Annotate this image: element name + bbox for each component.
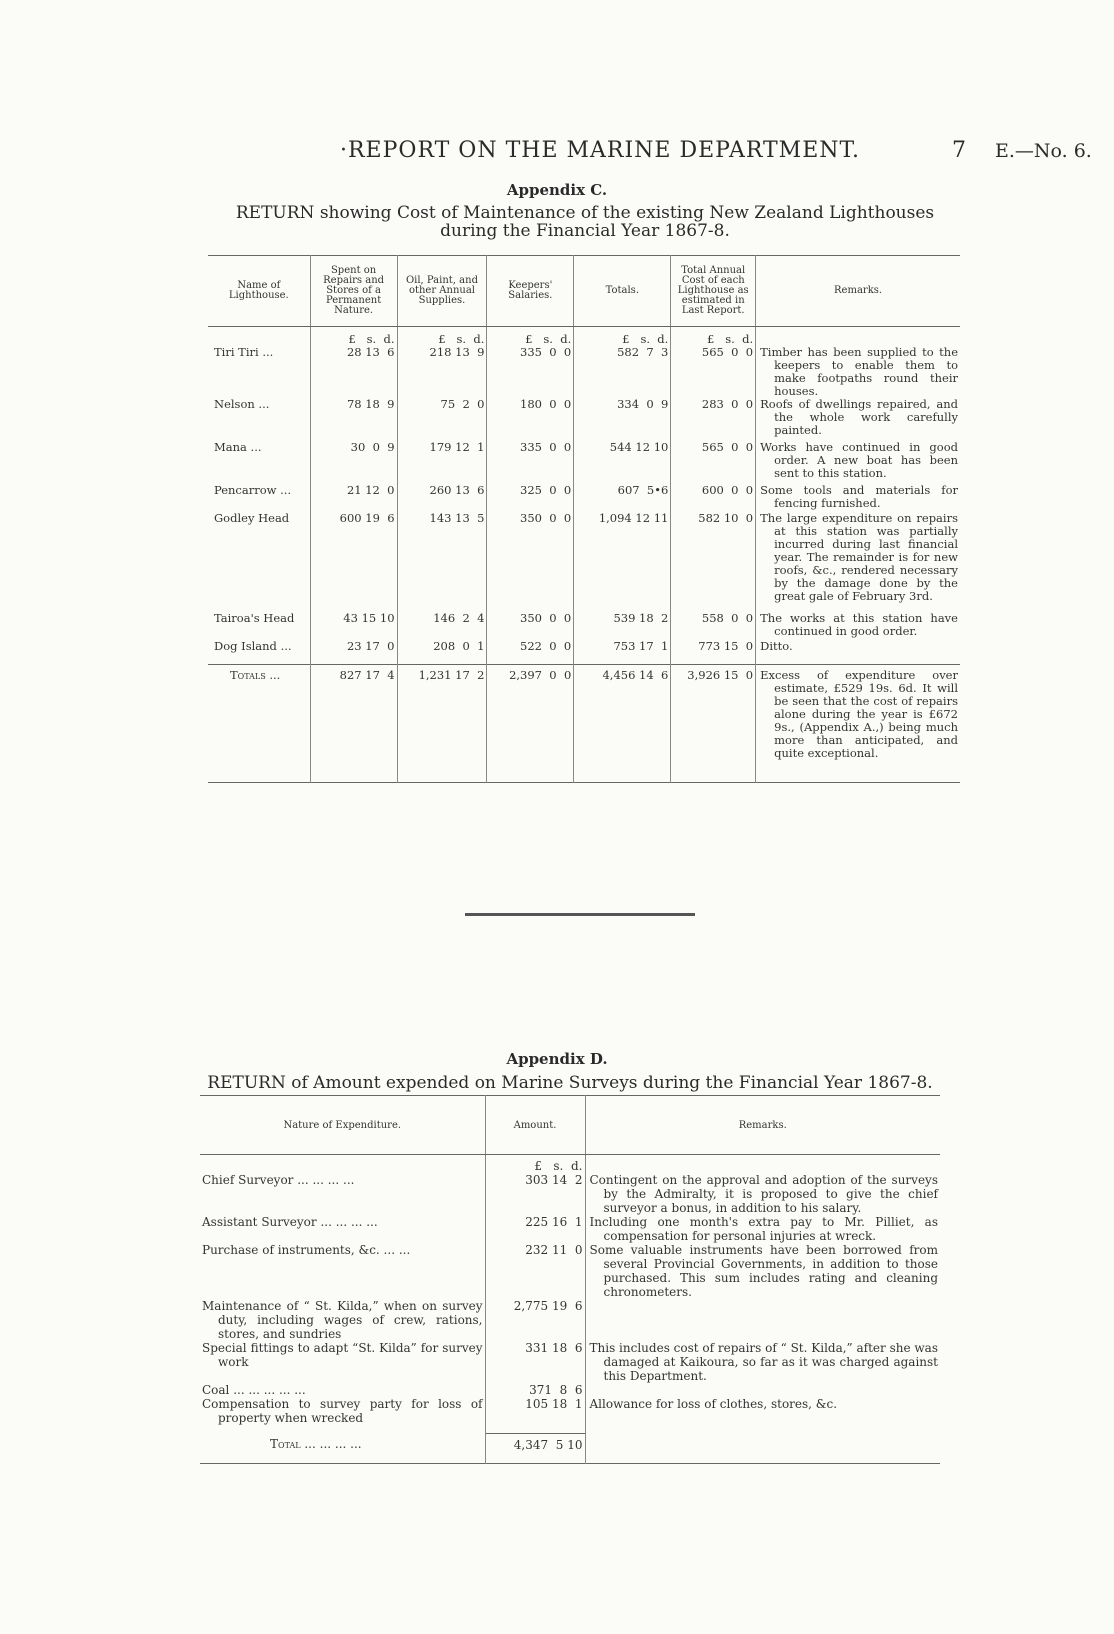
- totals-value: 582 7 3: [574, 346, 671, 398]
- expenditure-nature: Coal ... ... ... ... ...: [202, 1383, 306, 1397]
- column-header: Totals.: [574, 256, 671, 327]
- unit-label: £ s. d.: [485, 1155, 585, 1174]
- remarks-text: The large expenditure on repairs at this station was partially incurred during last financial year. The remainder is for new roofs, &c., rendered necessary by the damage done by the great gale of February 3rd.: [756, 512, 960, 612]
- total-row: [200, 1433, 940, 1463]
- totals-row: [208, 664, 960, 782]
- column-header: Amount.: [485, 1096, 585, 1155]
- table-row: [200, 1243, 940, 1299]
- oil-value: 143 13 5: [397, 512, 487, 612]
- grand-total: 4,456 14 6: [574, 664, 671, 782]
- unit-label: £ s. d.: [397, 327, 487, 347]
- salaries-value: 522 0 0: [487, 640, 574, 664]
- oil-total: 1,231 17 2: [397, 664, 487, 782]
- table-row: [208, 346, 960, 398]
- appendix-d-return-title: RETURN of Amount expended on Marine Surveys during the Financial Year 1867-8.: [207, 1073, 933, 1093]
- appendix-d-heading: Appendix D.: [506, 1050, 608, 1068]
- estimated-total: 3,926 15 0: [671, 664, 756, 782]
- column-header: Spent on Repairs and Stores of a Permanent Nature.: [310, 256, 397, 327]
- expenditure-nature: Purchase of instruments, &c. ... ...: [202, 1243, 411, 1257]
- expenditure-nature: Maintenance of “ St. Kilda,” when on survey duty, including wages of crew, rations, stores, and sundries: [202, 1299, 483, 1341]
- repairs-value: 78 18 9: [310, 398, 397, 441]
- table-row: [208, 512, 960, 612]
- table-row: [208, 398, 960, 441]
- lighthouse-name: Pencarrow ...: [214, 483, 292, 497]
- document-code: E.—No. 6.: [995, 140, 1092, 162]
- unit-label: £ s. d.: [671, 327, 756, 347]
- column-header: Total Annual Cost of each Lighthouse as estimated in Last Report.: [671, 256, 756, 327]
- totals-value: 607 5•6: [574, 484, 671, 512]
- expenditure-amount: 371 8 6: [485, 1383, 585, 1397]
- table-row: [200, 1173, 940, 1215]
- repairs-total: 827 17 4: [310, 664, 397, 782]
- totals-value: 544 12 10: [574, 441, 671, 484]
- lighthouse-name: Dog Island ...: [214, 639, 292, 653]
- column-header: Nature of Expenditure.: [200, 1096, 485, 1155]
- lighthouse-name: Nelson ...: [214, 397, 270, 411]
- salaries-value: 325 0 0: [487, 484, 574, 512]
- appendix-c-heading: Appendix C.: [506, 181, 608, 199]
- lighthouse-name: Tairoa's Head: [214, 611, 295, 625]
- totals-value: 539 18 2: [574, 612, 671, 640]
- salaries-value: 335 0 0: [487, 346, 574, 398]
- table-row: [208, 441, 960, 484]
- expenditure-remarks: Some valuable instruments have been borrowed from several Provincial Governments, in addition to those purchased. This sum includes rating and cleaning chronometers.: [585, 1243, 940, 1299]
- totals-label: Totals ...: [208, 664, 310, 782]
- unit-row: [208, 327, 960, 347]
- expenditure-remarks: Contingent on the approval and adoption of the surveys by the Admiralty, it is proposed to give the chief surveyor a bonus, in addition to his salary.: [585, 1173, 940, 1215]
- unit-label: £ s. d.: [487, 327, 574, 347]
- totals-value: 1,094 12 11: [574, 512, 671, 612]
- expenditure-amount: 225 16 1: [485, 1215, 585, 1243]
- section-divider: [465, 913, 695, 916]
- unit-label: £ s. d.: [574, 327, 671, 347]
- expenditure-remarks: [585, 1383, 940, 1397]
- oil-value: 75 2 0: [397, 398, 487, 441]
- column-header: Remarks.: [756, 256, 960, 327]
- appendix-c-return-title: RETURN showing Cost of Maintenance of the existing New Zealand Lighthouses during the Financial Year 1867-8.: [235, 203, 935, 241]
- estimated-value: 283 0 0: [671, 398, 756, 441]
- expenditure-remarks: [585, 1299, 940, 1341]
- table-header-row: [200, 1096, 940, 1155]
- table-row: [208, 640, 960, 664]
- expenditure-nature: Special fittings to adapt “St. Kilda” for survey work: [202, 1341, 483, 1369]
- expenditure-amount: 303 14 2: [485, 1173, 585, 1215]
- expenditure-amount: 105 18 1: [485, 1397, 585, 1433]
- expenditure-amount: 331 18 6: [485, 1341, 585, 1383]
- expenditure-remarks: Allowance for loss of clothes, stores, &c.: [585, 1397, 940, 1433]
- page-number: 7: [952, 138, 966, 163]
- table-row: [200, 1383, 940, 1397]
- repairs-value: 30 0 9: [310, 441, 397, 484]
- table-row: [200, 1299, 940, 1341]
- expenditure-nature: Chief Surveyor ... ... ... ...: [202, 1173, 355, 1187]
- table-row: [200, 1341, 940, 1383]
- expenditure-nature: Assistant Surveyor ... ... ... ...: [202, 1215, 378, 1229]
- estimated-value: 773 15 0: [671, 640, 756, 664]
- oil-value: 146 2 4: [397, 612, 487, 640]
- table-header-row: [208, 256, 960, 327]
- repairs-value: 600 19 6: [310, 512, 397, 612]
- expenditure-remarks: This includes cost of repairs of “ St. Kilda,” after she was damaged at Kaikoura, so far as it was charged against this Department.: [585, 1341, 940, 1383]
- total-amount: 4,347 5 10: [485, 1433, 585, 1463]
- totals-value: 334 0 9: [574, 398, 671, 441]
- totals-value: 753 17 1: [574, 640, 671, 664]
- remarks-text: Timber has been supplied to the keepers to enable them to make footpaths round their houses.: [756, 346, 960, 398]
- salaries-total: 2,397 0 0: [487, 664, 574, 782]
- totals-remarks-text: Excess of expenditure over estimate, £529 19s. 6d. It will be seen that the cost of repairs alone during the year is £672 9s., (Appendix A.,) being much more than anticipated, and quite exceptional.: [756, 664, 960, 782]
- lighthouse-name: Tiri Tiri ...: [214, 345, 274, 359]
- unit-row: [200, 1155, 940, 1174]
- repairs-value: 23 17 0: [310, 640, 397, 664]
- lighthouse-name: Mana ...: [214, 440, 262, 454]
- estimated-value: 582 10 0: [671, 512, 756, 612]
- oil-value: 179 12 1: [397, 441, 487, 484]
- column-header: Oil, Paint, and other Annual Supplies.: [397, 256, 487, 327]
- oil-value: 218 13 9: [397, 346, 487, 398]
- estimated-value: 558 0 0: [671, 612, 756, 640]
- table-row: [200, 1215, 940, 1243]
- table-row: [208, 612, 960, 640]
- remarks-text: Some tools and materials for fencing furnished.: [756, 484, 960, 512]
- marine-surveys-table: [200, 1095, 940, 1464]
- unit-label: £ s. d.: [310, 327, 397, 347]
- table-row: [208, 484, 960, 512]
- remarks-text: Roofs of dwellings repaired, and the whole work carefully painted.: [756, 398, 960, 441]
- salaries-value: 335 0 0: [487, 441, 574, 484]
- remarks-text: Ditto.: [756, 640, 960, 664]
- repairs-value: 43 15 10: [310, 612, 397, 640]
- salaries-value: 350 0 0: [487, 612, 574, 640]
- salaries-value: 350 0 0: [487, 512, 574, 612]
- repairs-value: 28 13 6: [310, 346, 397, 398]
- remarks-text: The works at this station have continued in good order.: [756, 612, 960, 640]
- table-row: [200, 1397, 940, 1433]
- page-title: ·REPORT ON THE MARINE DEPARTMENT.: [340, 138, 860, 163]
- expenditure-nature: Compensation to survey party for loss of property when wrecked: [202, 1397, 483, 1425]
- column-header: Name of Lighthouse.: [208, 256, 310, 327]
- expenditure-amount: 2,775 19 6: [485, 1299, 585, 1341]
- remarks-text: Works have continued in good order. A new boat has been sent to this station.: [756, 441, 960, 484]
- lighthouse-cost-table: [208, 255, 960, 783]
- total-label: Total ... ... ... ...: [270, 1437, 362, 1451]
- estimated-value: 565 0 0: [671, 441, 756, 484]
- oil-value: 208 0 1: [397, 640, 487, 664]
- column-header: Keepers' Salaries.: [487, 256, 574, 327]
- lighthouse-name: Godley Head: [214, 511, 290, 525]
- expenditure-remarks: Including one month's extra pay to Mr. Pilliet, as compensation for personal injuries at wreck.: [585, 1215, 940, 1243]
- estimated-value: 600 0 0: [671, 484, 756, 512]
- column-header: Remarks.: [585, 1096, 940, 1155]
- salaries-value: 180 0 0: [487, 398, 574, 441]
- estimated-value: 565 0 0: [671, 346, 756, 398]
- oil-value: 260 13 6: [397, 484, 487, 512]
- repairs-value: 21 12 0: [310, 484, 397, 512]
- expenditure-amount: 232 11 0: [485, 1243, 585, 1299]
